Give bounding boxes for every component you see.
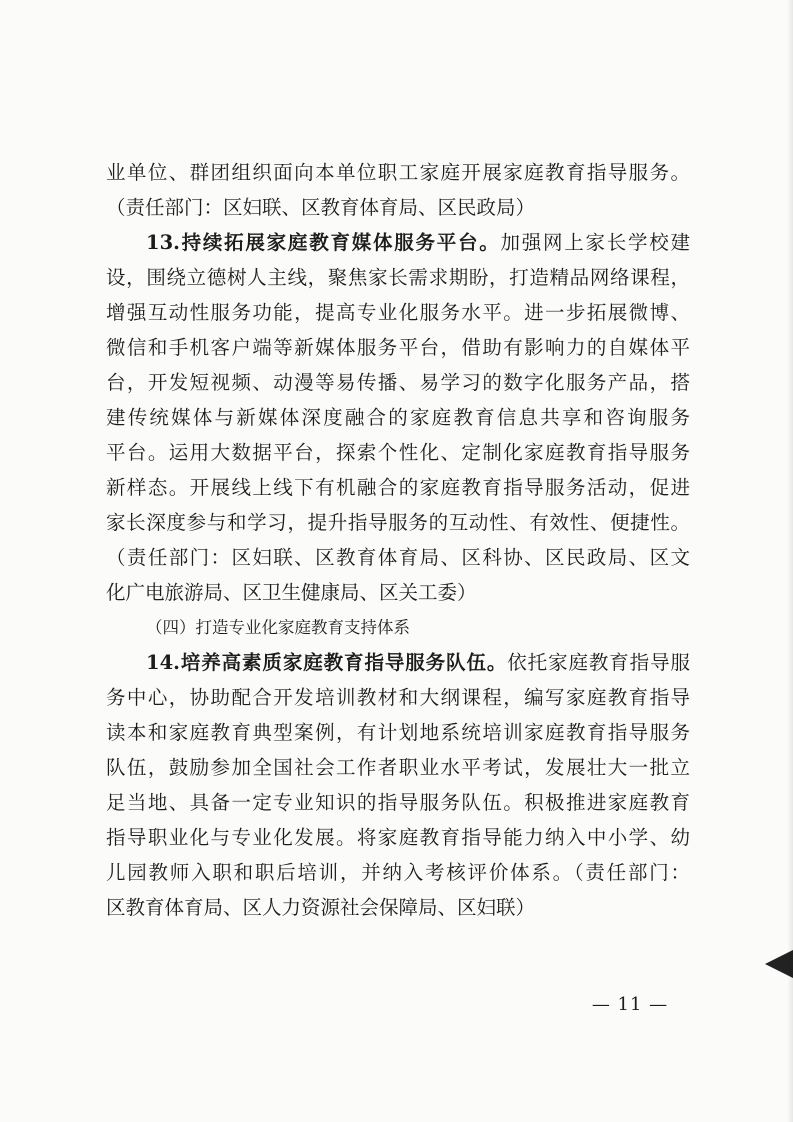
text-line: （责任部门：区妇联、区教育体育局、区科协、区民政局、区文 bbox=[106, 546, 690, 569]
text-line: （责任部门：区妇联、区教育体育局、区民政局） bbox=[106, 196, 536, 219]
section-heading-13: 13.持续拓展家庭教育媒体服务平台。 bbox=[146, 231, 501, 254]
text-line: 务中心，协助配合开发培训教材和大纲课程，编写家庭教育指导 bbox=[106, 686, 690, 709]
text-line: 台，开发短视频、动漫等易传播、易学习的数字化服务产品，搭 bbox=[106, 371, 690, 394]
text-line: 儿园教师入职和职后培训，并纳入考核评价体系。（责任部门： bbox=[106, 861, 690, 884]
text-line: 平台。运用大数据平台，探索个性化、定制化家庭教育指导服务 bbox=[106, 441, 690, 464]
text-line: 增强互动性服务功能，提高专业化服务水平。进一步拓展微博、 bbox=[106, 301, 690, 324]
section-heading-14: 14.培养高素质家庭教育指导服务队伍。 bbox=[146, 651, 508, 674]
document-body bbox=[106, 155, 690, 925]
section-subheading: （四）打造专业化家庭教育支持体系 bbox=[146, 618, 410, 637]
text-line: 设，围绕立德树人主线，聚焦家长需求期盼，打造精品网络课程， bbox=[106, 266, 690, 289]
text-line: 读本和家庭教育典型案例，有计划地系统培训家庭教育指导服务 bbox=[106, 721, 690, 744]
text-line: 业单位、群团组织面向本单位职工家庭开展家庭教育指导服务。 bbox=[106, 161, 690, 184]
page-number: — 11 — bbox=[591, 994, 669, 1015]
text-line: 足当地、具备一定专业知识的指导服务队伍。积极推进家庭教育 bbox=[106, 791, 690, 814]
text-line: 区教育体育局、区人力资源社会保障局、区妇联） bbox=[106, 896, 536, 919]
text-line: 建传统媒体与新媒体深度融合的家庭教育信息共享和咨询服务 bbox=[106, 406, 690, 429]
text-span: 依托家庭教育指导服 bbox=[507, 651, 690, 674]
paragraph-heading-line bbox=[106, 645, 690, 680]
paragraph-heading-line bbox=[106, 225, 690, 260]
text-line: 化广电旅游局、区卫生健康局、区关工委） bbox=[106, 581, 477, 604]
text-line: 新样态。开展线上线下有机融合的家庭教育指导服务活动，促进 bbox=[106, 476, 690, 499]
text-line: 队伍，鼓励参加全国社会工作者职业水平考试，发展壮大一批立 bbox=[106, 756, 690, 779]
text-line: 家长深度参与和学习，提升指导服务的互动性、有效性、便捷性。 bbox=[106, 511, 690, 534]
text-span: 加强网上家长学校建 bbox=[500, 231, 690, 254]
scan-shadow bbox=[787, 0, 793, 1122]
text-line: 微信和手机客户端等新媒体服务平台，借助有影响力的自媒体平 bbox=[106, 336, 690, 359]
text-line: 指导职业化与专业化发展。将家庭教育指导能力纳入中小学、幼 bbox=[106, 826, 690, 849]
